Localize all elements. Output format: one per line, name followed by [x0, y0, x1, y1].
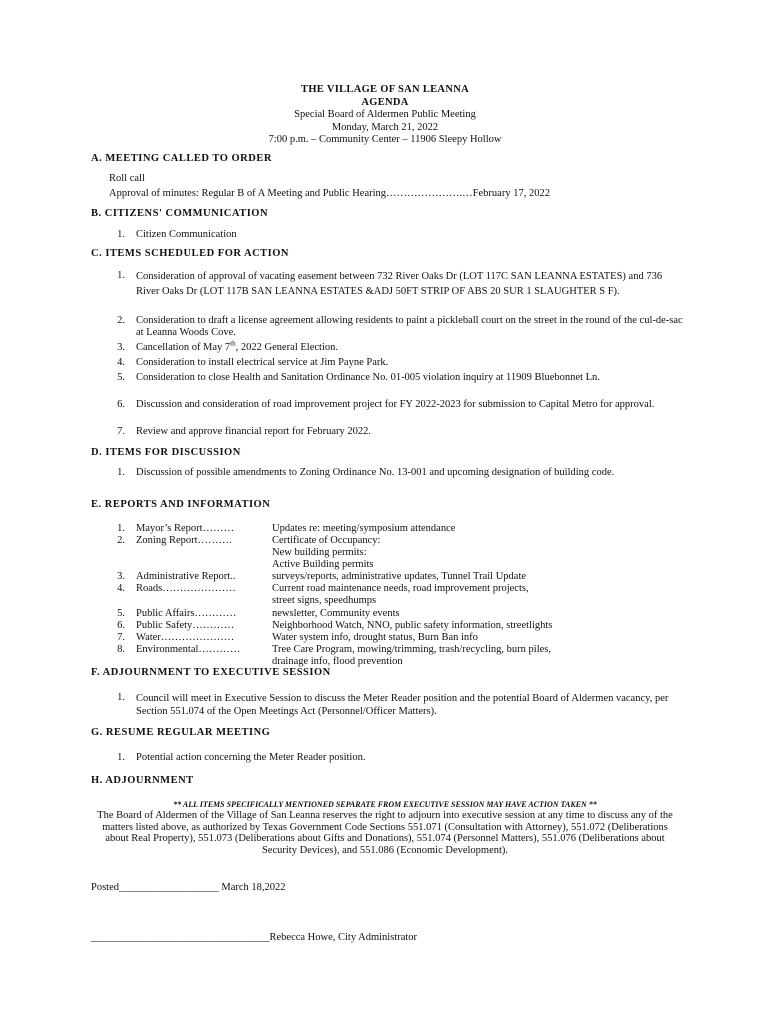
section-g-title: G. RESUME REGULAR MEETING [91, 727, 271, 738]
report-label: Public Affairs………… [136, 608, 237, 619]
agenda-header [0, 84, 770, 147]
item-text: Consideration of approval of vacating easement between 732 River Oaks Dr (LOT 117C SAN LEANNA ESTATES) and 736 River Oaks Dr (LOT 117B SAN LEANNA ESTATES &ADJ 50FT STRIP OF ABS 20 SUR 1 SLAUGHTER S F). [136, 271, 663, 297]
report-desc: drainage info, flood prevention [272, 656, 403, 667]
report-desc: Water system info, drought status, Burn Ban info [272, 632, 478, 643]
item-text [136, 339, 684, 354]
item-number: 4. [117, 583, 125, 594]
section-c-title: C. ITEMS SCHEDULED FOR ACTION [91, 248, 289, 259]
meeting-type: Special Board of Aldermen Public Meeting [294, 109, 476, 120]
report-label: Zoning Report………. [136, 535, 232, 546]
item-number: 3. [117, 571, 125, 582]
item-text: Discussion and consideration of road improvement project for FY 2022-2023 for submission to Capital Metro for approval. [136, 399, 655, 410]
section-f-title: F. ADJOURNMENT TO EXECUTIVE SESSION [91, 667, 331, 678]
action-notice-caps: ** ALL ITEMS SPECIFICALLY MENTIONED SEPARATE FROM EXECUTIVE SESSION MAY HAVE ACTION TAKEN ** [173, 800, 597, 809]
report-desc: Active Building permits [272, 559, 374, 570]
item-text: Consideration to draft a license agreement allowing residents to paint a pickleball court on the street in the round of the cul-de-sac at Leanna Woods Cove. [136, 315, 683, 338]
item-number: 5. [117, 372, 125, 383]
meeting-date: Monday, March 21, 2022 [331, 121, 439, 133]
report-desc: surveys/reports, administrative updates, Tunnel Trail Update [272, 571, 527, 582]
item-number: 1. [117, 467, 125, 478]
item-number: 1. [117, 270, 125, 281]
agenda-title: AGENDA [361, 96, 409, 108]
approval-of-minutes: Approval of minutes: Regular B of A Meeting and Public Hearing………………….…February 17, 2022 [109, 188, 550, 199]
item-text: Discussion of possible amendments to Zoning Ordinance No. 13-001 and upcoming designation of building code. [136, 467, 615, 478]
report-desc: newsletter, Community events [272, 608, 400, 619]
item-text: Potential action concerning the Meter Reader position. [136, 752, 366, 763]
report-label: Environmental………… [136, 644, 241, 655]
item-number: 1. [117, 229, 125, 240]
meeting-time-location: 7:00 p.m. – Community Center – 11906 Sleepy Hollow [268, 134, 502, 145]
item-number: 4. [117, 357, 125, 368]
superscript: th [230, 339, 236, 348]
report-desc: Current road maintenance needs, road improvement projects, [272, 583, 529, 594]
item-number: 7. [117, 426, 125, 437]
notice-body: The Board of Aldermen of the Village of San Leanna reserves the right to adjourn into executive session at any time to discuss any of the matters listed above, as authorized by Texas Government Code Sections 551.071 (Consultation with Attorney), 551.072 (Deliberations about Real Property), 551.073 (Deliberations about Gifts and Donations), 551.074 (Personnel Matters), 551.076 (Deliberations about Security Devices), and 551.086 (Economic Development). [97, 810, 673, 857]
item-number: 1. [117, 692, 125, 703]
report-label: Mayor’s Report……… [136, 523, 235, 534]
report-desc: Updates re: meeting/symposium attendance [272, 523, 456, 534]
item-number: 6. [117, 620, 125, 631]
item-number: 1. [117, 523, 125, 534]
item-number: 8. [117, 644, 125, 655]
section-e-title: E. REPORTS AND INFORMATION [91, 499, 271, 510]
item-text: Consideration to close Health and Sanitation Ordinance No. 01-005 violation inquiry at 11909 Bluebonnet Ln. [136, 372, 600, 383]
village-title: THE VILLAGE OF SAN LEANNA [301, 84, 469, 95]
item-number: 2. [117, 535, 125, 546]
item-text-part: , 2022 General Election. [235, 342, 338, 353]
section-b-title: B. CITIZENS' COMMUNICATION [91, 208, 269, 219]
item-number: 3. [117, 342, 125, 353]
item-text-part: Cancellation of May 7 [136, 342, 231, 353]
item-text: Citizen Communication [136, 229, 237, 240]
report-label: Public Safety………… [136, 620, 235, 631]
executive-session-notice [90, 800, 680, 857]
posted-line: Posted___________________ March 18,2022 [91, 882, 286, 893]
item-text: Council will meet in Executive Session to discuss the Meter Reader position and the potential Board of Aldermen vacancy, per Section 551.074 of the Open Meetings Act (Personnel/Officer Matters). [136, 693, 669, 717]
item-number: 5. [117, 608, 125, 619]
section-d-title: D. ITEMS FOR DISCUSSION [91, 447, 241, 458]
signature-line: __________________________________Rebecca Howe, City Administrator [91, 932, 418, 943]
report-desc: New building permits: [272, 547, 367, 558]
report-desc: Neighborhood Watch, NNO, public safety information, streetlights [272, 620, 553, 631]
report-desc: Tree Care Program, mowing/trimming, trash/recycling, burn piles, [272, 644, 551, 655]
roll-call: Roll call [109, 173, 145, 184]
report-label: Administrative Report.. [136, 571, 236, 582]
item-number: 6. [117, 399, 125, 410]
item-text: Consideration to install electrical service at Jim Payne Park. [136, 357, 389, 368]
item-number: 1. [117, 752, 125, 763]
report-desc: street signs, speedhumps [272, 595, 377, 606]
item-number: 2. [117, 315, 125, 326]
item-text: Review and approve financial report for February 2022. [136, 426, 371, 437]
report-label: Water………………… [136, 632, 235, 643]
section-h-title: H. ADJOURNMENT [91, 775, 194, 786]
report-desc: Certificate of Occupancy: [272, 535, 381, 546]
report-label: Roads………………… [136, 583, 236, 594]
section-a-title: A. MEETING CALLED TO ORDER [91, 153, 272, 164]
item-number: 7. [117, 632, 125, 643]
